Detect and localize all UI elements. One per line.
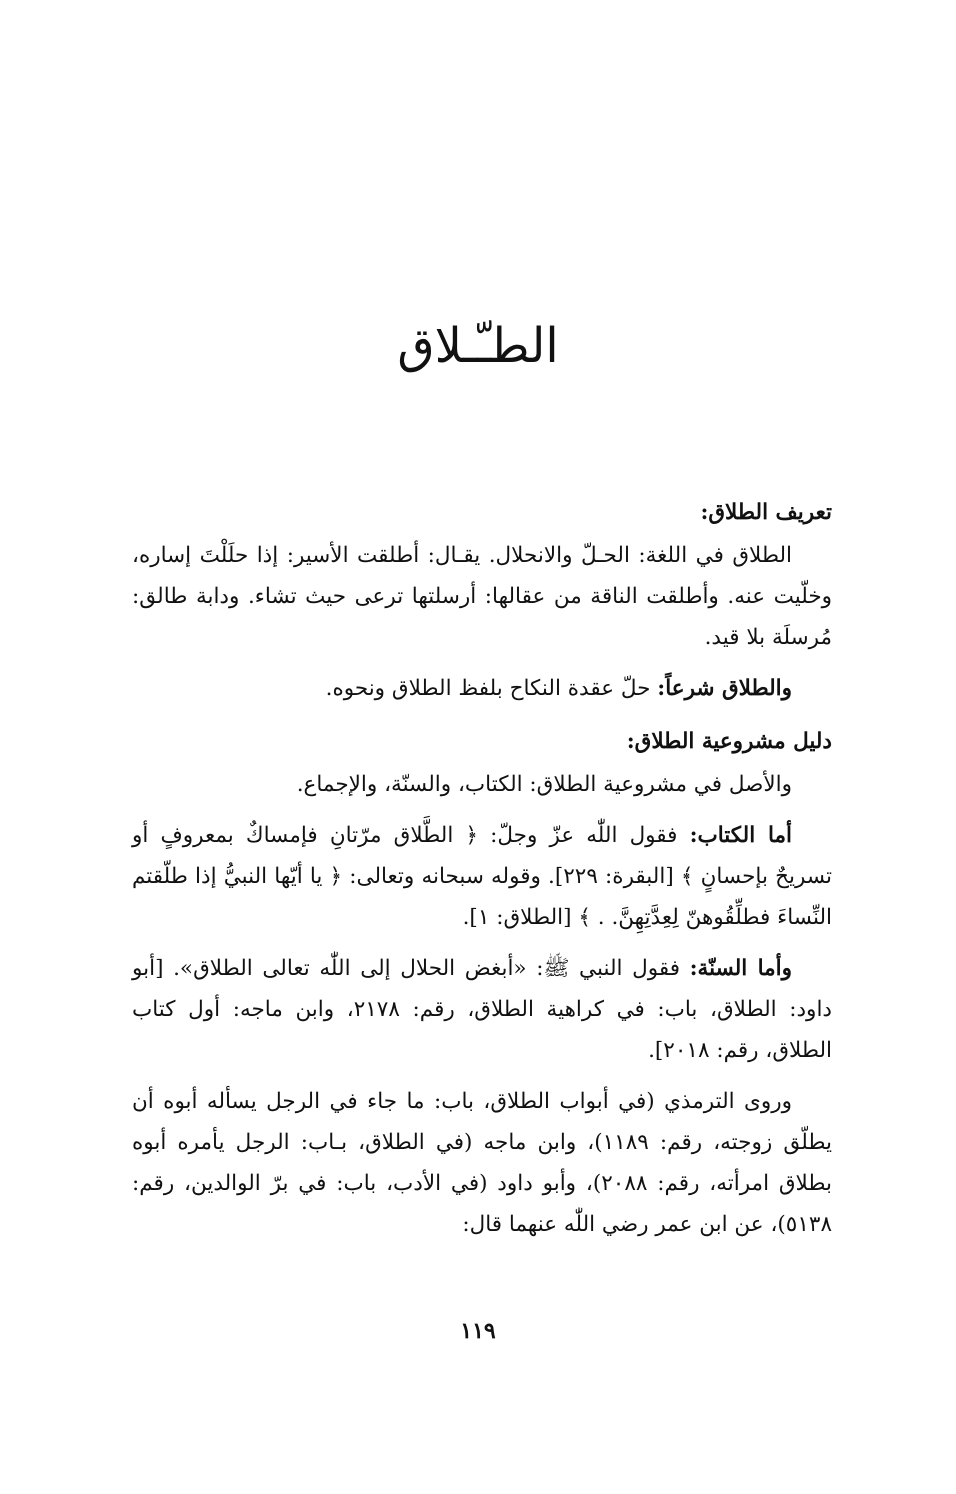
definition-heading: تعريف الطلاق:	[700, 500, 832, 525]
quran-evidence-lead: أما الكتاب:	[689, 823, 793, 848]
definition-paragraph: الطلاق في اللغة: الحـلّ والانحلال. يقـال: أطلقت الأسير: إذا حلَلْتَ إساره، وخلّيت عنه. وأطلقت الناقة من عقالها: أرسلتها ترعى حيث تشاء. ودابة طالق: مُرسلَة بلا قيد.	[132, 543, 832, 650]
hadith-narration-paragraph: وروى الترمذي (في أبواب الطلاق، باب: ما جاء في الرجل يسأله أبوه أن يطلّق زوجته، رقم: ١١٨٩)، وابن ماجه (في الطلاق، بـاب: الرجل يأمره أبوه بطلاق امرأته، رقم: ٢٠٨٨)، وأبو داود (في الأدب، باب: في برّ الوالدين، رقم: ٥١٣٨)، عن ابن عمر رضي اللّٰه عنهما قال:	[132, 1089, 832, 1237]
legal-definition-paragraph	[132, 668, 832, 709]
page-number: ١١٩	[460, 1318, 496, 1344]
sunnah-evidence-lead: وأما السنّة:	[689, 956, 792, 981]
quran-evidence-paragraph	[132, 815, 832, 938]
page-body	[132, 492, 832, 1245]
evidence-heading: دليل مشروعية الطلاق:	[626, 729, 832, 754]
legal-definition-text: حلّ عقدة النكاح بلفظ الطلاق ونحوه.	[325, 676, 658, 701]
sunnah-evidence-paragraph	[132, 948, 832, 1071]
sunnah-evidence-text: فقول النبي ﷺ: «أبغض الحلال إلى اللّٰه تعالى الطلاق». [أبو داود: الطلاق، باب: في كراهية الطلاق، رقم: ٢١٧٨، وابن ماجه: أول كتاب الطلاق، رقم: ٢٠١٨].	[132, 956, 832, 1063]
evidence-intro-paragraph: والأصل في مشروعية الطلاق: الكتاب، والسنّة، والإجماع.	[296, 772, 792, 797]
chapter-title: الطـّـلاق	[397, 318, 559, 374]
legal-definition-lead: والطلاق شرعاً:	[657, 676, 792, 701]
quran-evidence-text: فقول اللّٰه عزّ وجلّ: ﴿ الطَّلاق مرّتانِ فإمساكٌ بمعروفٍ أو تسريحٌ بإحسانٍ ﴾ [البقرة: ٢٢٩]. وقوله سبحانه وتعالى: ﴿ يا أيّها النبيُّ إذا طلّقتم النِّساءَ فطلِّقُوهنّ لِعِدَّتِهِنَّ. . ﴾ [الطلاق: ١].	[132, 823, 832, 930]
